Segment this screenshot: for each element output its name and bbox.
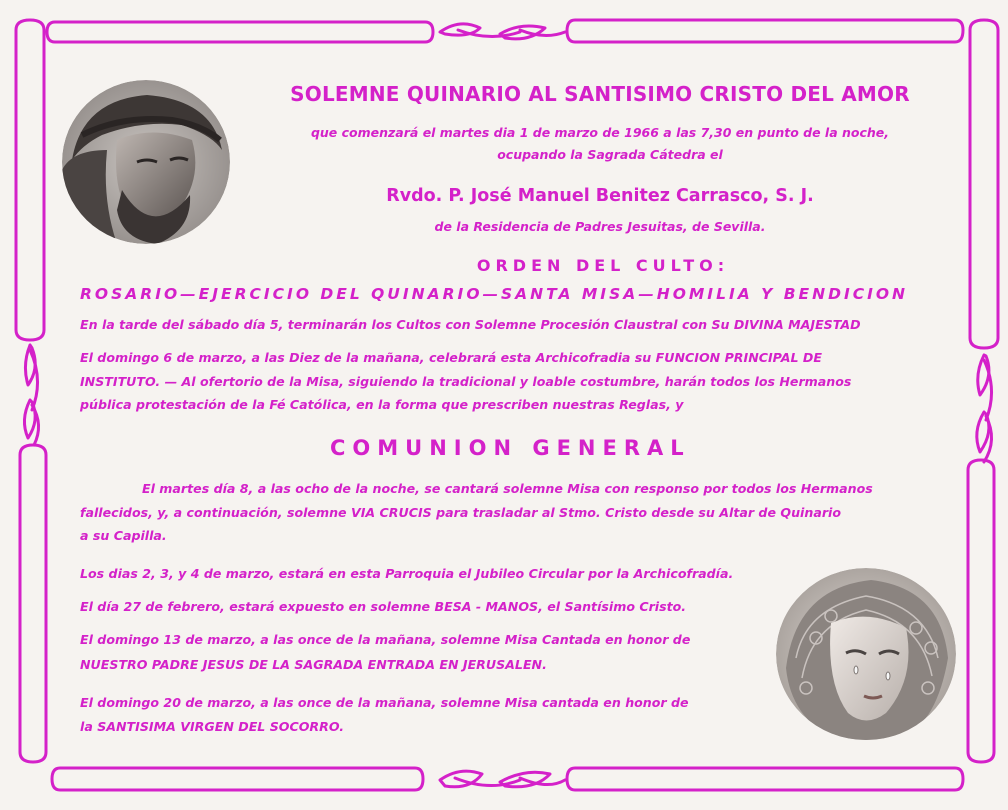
start-date-line: que comenzará el martes dia 1 de marzo de 1966 a las 7,30 en punto de la noche, xyxy=(310,125,890,140)
saturday-procession-line: En la tarde del sábado día 5, terminarán los Cultos con Solemne Procesión Claustral con Su DIVINA MAJESTAD xyxy=(80,317,861,332)
virgin-medallion xyxy=(776,568,956,740)
march20-line-2: la SANTISIMA VIRGEN DEL SOCORRO. xyxy=(80,719,345,734)
residence-line: de la Residencia de Padres Jesuitas, de Sevilla. xyxy=(434,219,766,234)
tuesday-line-1: El martes día 8, a las ocho de la noche, se cantará solemne Misa con responso por todos los Hermanos xyxy=(142,481,873,496)
tuesday-line-2: fallecidos, y, a continuación, solemne VIA CRUCIS para trasladar al Stmo. Cristo desde su Altar de Quinario xyxy=(80,505,841,520)
order-sequence: ROSARIO—EJERCICIO DEL QUINARIO—SANTA MISA—HOMILIA Y BENDICION xyxy=(80,285,909,303)
sunday-line-2: INSTITUTO. — Al ofertorio de la Misa, siguiendo la tradicional y loable costumbre, harán todos los Hermanos xyxy=(80,374,852,389)
christ-medallion xyxy=(62,80,230,244)
march13-line-2: NUESTRO PADRE JESUS DE LA SAGRADA ENTRADA EN JERUSALEN. xyxy=(80,657,547,672)
title: SOLEMNE QUINARIO AL SANTISIMO CRISTO DEL AMOR xyxy=(290,82,910,106)
sacred-chair-line: ocupando la Sagrada Cátedra el xyxy=(497,147,723,162)
march20-line-1: El domingo 20 de marzo, a las once de la mañana, solemne Misa cantada en honor de xyxy=(80,695,689,710)
preacher-name: Rvdo. P. José Manuel Benitez Carrasco, S. J. xyxy=(386,186,814,206)
communion-heading: COMUNION GENERAL xyxy=(330,436,691,460)
order-heading: ORDEN DEL CULTO: xyxy=(476,256,730,275)
christ-portrait-image xyxy=(62,80,230,244)
besamanos-notice: El día 27 de febrero, estará expuesto en solemne BESA - MANOS, el Santísimo Cristo. xyxy=(80,599,687,614)
sunday-line-3: pública protestación de la Fé Católica, en la forma que prescriben nuestras Reglas, y xyxy=(80,397,684,412)
jubileo-notice: Los dias 2, 3, y 4 de marzo, estará en esta Parroquia el Jubileo Circular por la Archicofradía. xyxy=(80,566,734,581)
virgin-portrait-image xyxy=(776,568,956,740)
march13-line-1: El domingo 13 de marzo, a las once de la mañana, solemne Misa Cantada en honor de xyxy=(80,632,691,647)
tuesday-line-3: a su Capilla. xyxy=(80,528,167,543)
sunday-line-1: El domingo 6 de marzo, a las Diez de la mañana, celebrará esta Archicofradia su FUNCION PRINCIPAL DE xyxy=(80,350,822,365)
